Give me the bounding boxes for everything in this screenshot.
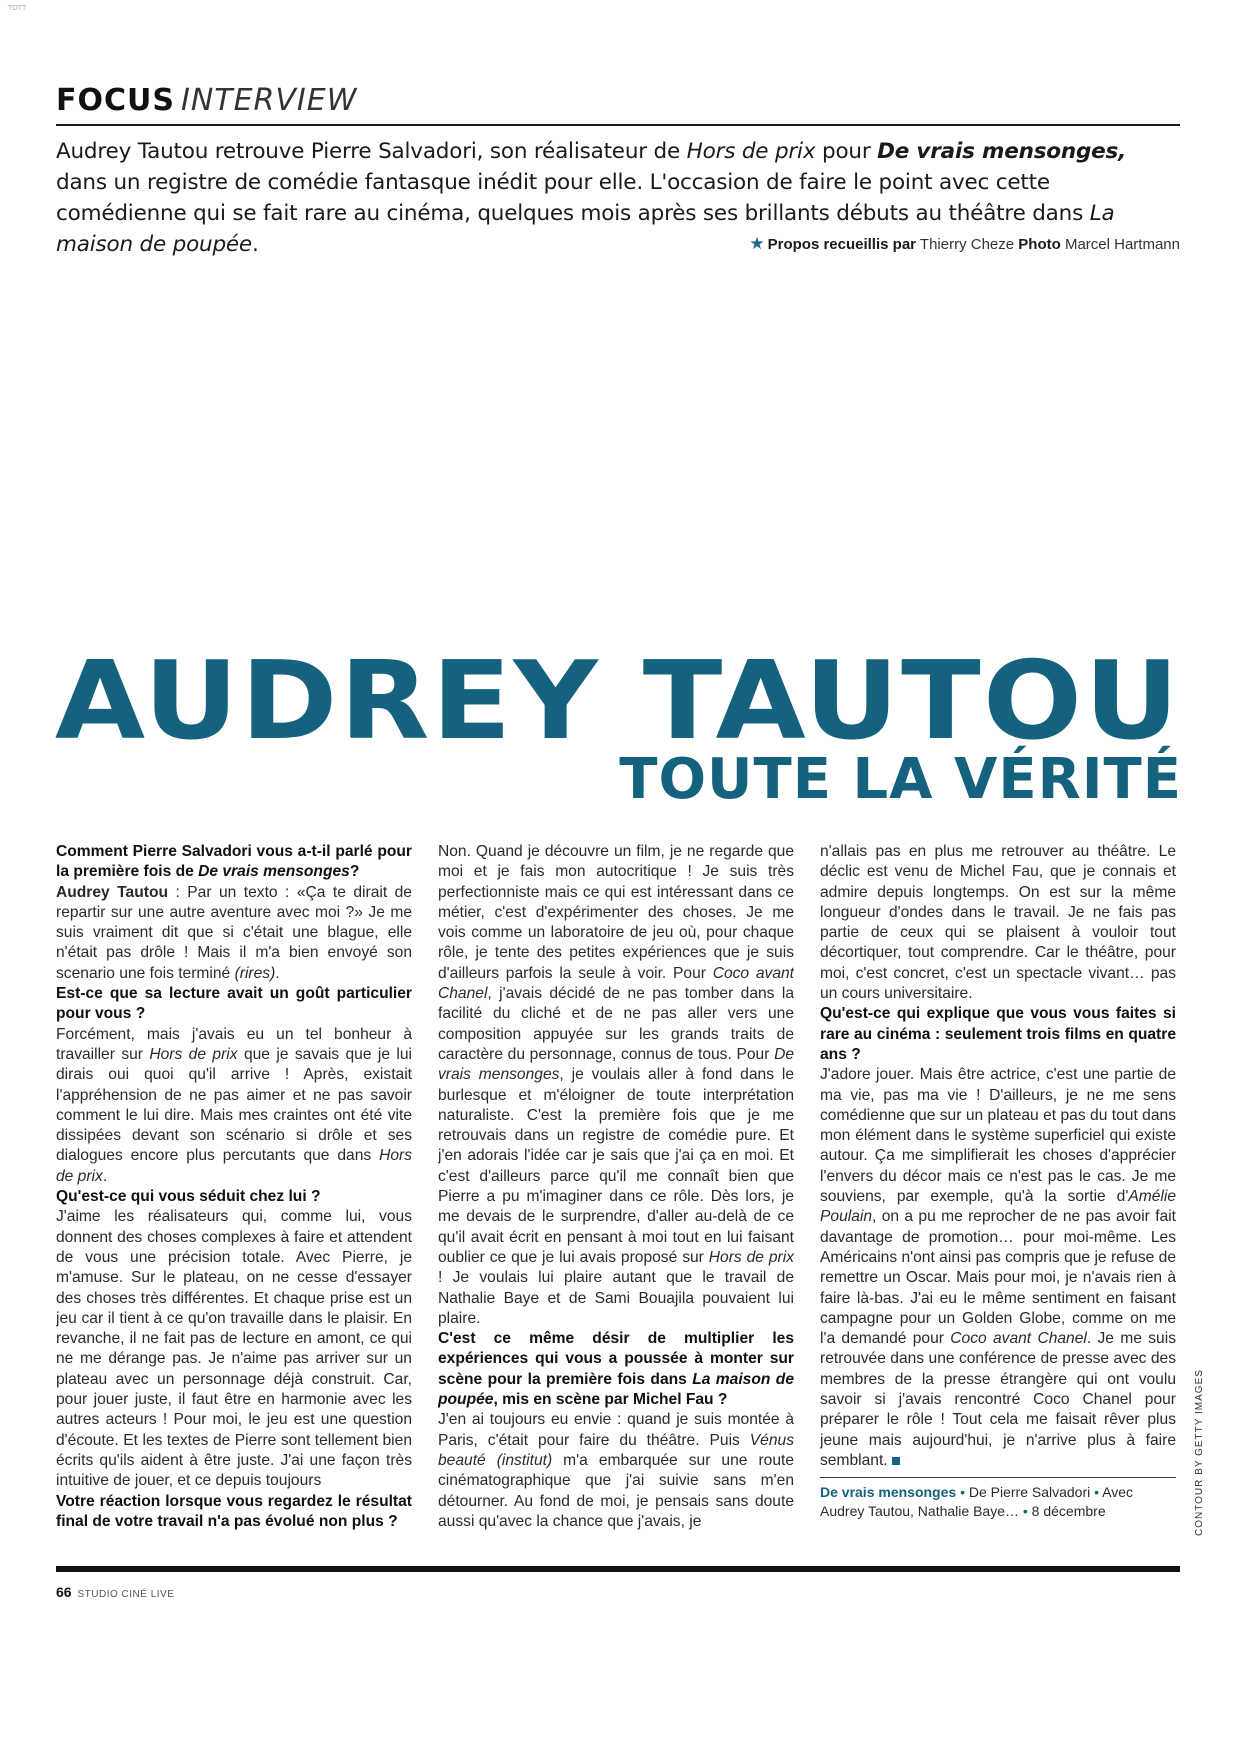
article-column-2	[438, 842, 794, 1552]
intro-text: dans un registre de comédie fantasque inédit pour elle. L'occasion de faire le point avec cette comédienne qui se fait rare au cinéma, quelques mois après ses brillants débuts au théâtre dans	[56, 170, 1090, 226]
article-headline: AUDREY TAUTOU	[54, 639, 1182, 764]
answer: Non. Quand je découvre un film, je ne regarde que moi et je fais mon autocritique ! Je suis très perfectionniste mais ce qui est intéressant dans ce métier, c'est d'expérimenter des choses. Je me vois comme un laboratoire de jeu où, pour chaque rôle, je tente des petites expériences que je suis d'ailleurs parfois la seule à voir. Pour Coco avant Chanel, j'avais décidé de ne pas tomber dans la facilité du cliché et de ne pas aller vers une composition appuyée sur les grands traits de caractère du personnage, connus de tous. Pour De vrais mensonges, je voulais aller à fond dans le burlesque et m'éloigner de toute interprétation naturaliste. C'est la première fois que je me retrouvais dans un registre de comédie pure. Et j'en adorais l'idée car je sais que j'ai ça en moi. Et c'est d'ailleurs parce qu'il me connaît bien que Pierre a pu m'imaginer dans ce rôle. Dès lors, je me devais de le surprendre, d'aller au-delà de ce qu'il avait écrit en pensant à moi tout en lui faisant oublier ce que je lui avais proposé sur Hors de prix ! Je voulais lui plaire autant que le travail de Nathalie Baye et de Sami Bouajila pouvaient lui plaire.	[438, 843, 794, 1327]
answer: J'adore jouer. Mais être actrice, c'est une partie de ma vie, pas ma vie ! D'ailleurs, je ne me sens comédienne que sur un plateau et pas du tout dans mon élément dans le système superficiel qui existe autour. Ça me simplifierait les choses d'apprécier l'envers du décor mais ce n'est pas le cas. Je me souviens, par exemple, qu'à la sortie d'Amélie Poulain, on a pu me reprocher de ne pas avoir fait davantage de promotion… pour moi-même. Les Américains n'ont ainsi pas compris que je refuse de remettre un Oscar. Mais pour moi, je n'avais rien à faire là-bas. J'ai eu le même sentiment en faisant campagne pour un Golden Globe, comme on me l'a demandé pour Coco avant Chanel. Je me suis retrouvée dans une conférence de presse avec des membres de la presse étrangère qui ont voulu savoir si j'avais rencontré Coco Chanel pour préparer le rôle ! Tout cela me faisait rêver plus jeune mais aujourd'hui, je n'arrive plus à faire semblant.	[820, 1066, 1176, 1469]
header-rule	[56, 124, 1180, 126]
question: Qu'est-ce qui vous séduit chez lui ?	[56, 1188, 321, 1206]
rubric-focus: FOCUS	[56, 83, 175, 118]
intro-film-title: Hors de prix	[686, 139, 816, 164]
intro-text: pour	[815, 139, 878, 164]
question: Qu'est-ce qui explique que vous vous faites si rare au cinéma : seulement trois films en quatre ans ?	[820, 1005, 1176, 1063]
footer-rule	[56, 1566, 1180, 1572]
photo-label: Photo	[1018, 236, 1061, 253]
section-rubric	[56, 84, 357, 118]
article-column-3	[820, 842, 1176, 1552]
interviewer-name: Thierry Cheze	[919, 236, 1015, 253]
article-subheadline: TOUTE LA VÉRITÉ	[619, 747, 1182, 812]
answer: Forcément, mais j'avais eu un tel bonheur à travailler sur Hors de prix que je savais que je lui dirais oui quoi qu'il arrive ! Après, existait l'appréhension de ne pas aimer et ne pas savoir comment le lui dire. Mais mes craintes ont été vite dissipées devant son scénario si drôle et ses dialogues encore plus percutants que dans Hors de prix.	[56, 1025, 412, 1185]
end-square-icon	[892, 1457, 900, 1465]
article-body	[56, 842, 1180, 1552]
corner-mark: TOTT	[8, 4, 27, 12]
photo-credit: CONTOUR BY GETTY IMAGES	[1194, 1369, 1205, 1536]
question: C'est ce même désir de multiplier les expériences qui vous a poussée à monter sur scène pour la première fois dans La maison de poupée, mis en scène par Michel Fau ?	[438, 1330, 794, 1409]
question: Comment Pierre Salvadori vous a-t-il parlé pour la première fois de De vrais mensonges?	[56, 843, 412, 881]
page-footer	[56, 1584, 174, 1600]
info-rule	[820, 1477, 1176, 1478]
answer: Audrey Tautou : Par un texto : «Ça te dirait de repartir sur une autre aventure avec moi ?» Je me suis vraiment dit que si c'était une blague, elle n'était pas drôle ! Mais il m'a bien envoyé son scenario une fois terminé (rires).	[56, 883, 412, 982]
answer: J'en ai toujours eu envie : quand je suis montée à Paris, c'était pour faire du théâtre. Puis Vénus beauté (institut) m'a embarquée sur une route cinématographique que j'ai suivie sans m'en détourner. Au fond de moi, je pensais sans doute aussi qu'avec la chance que j'avais, je	[438, 1411, 794, 1530]
film-info: De vrais mensonges • De Pierre Salvadori • Avec Audrey Tautou, Nathalie Baye… • 8 décembre	[820, 1484, 1134, 1520]
question: Votre réaction lorsque vous regardez le résultat final de votre travail n'a pas évolué non plus ?	[56, 1492, 412, 1530]
intro-text: Audrey Tautou retrouve Pierre Salvadori, son réalisateur de	[56, 139, 687, 164]
answer: n'allais pas en plus me retrouver au théâtre. Le déclic est venu de Michel Fau, que je connais et admire depuis longtemps. On est sur la même longueur d'ondes dans le travail. Je ne fais pas partie de ceux qui se plaisent à vouloir tout décortiquer, tout comprendre. Car le théâtre, pour moi, c'est concret, c'est un spectacle vivant… pas un cours universitaire.	[820, 843, 1176, 1003]
rubric-interview: INTERVIEW	[180, 83, 358, 118]
page-number: 66	[56, 1584, 72, 1600]
star-icon: ★	[749, 234, 765, 253]
question: Est-ce que sa lecture avait un goût particulier pour vous ?	[56, 985, 412, 1023]
intro-text: .	[251, 232, 259, 257]
intro-play-title: La maison de poupée	[56, 201, 1115, 257]
photographer-name: Marcel Hartmann	[1064, 236, 1180, 253]
article-column-1	[56, 842, 412, 1552]
magazine-name: STUDIO CINÉ LIVE	[77, 1589, 175, 1600]
answer: J'aime les réalisateurs qui, comme lui, vous donnent des choses complexes à faire et attendent de vous une précision totale. Avec Pierre, je m'amuse. Sur le plateau, on ne cesse d'essayer des choses très différentes. Et chaque prise est un jeu car il tient à ce qu'on travaille dans le plaisir. En revanche, il ne fait pas de lecture en amont, ce qui ne me dérange pas. Je n'aime pas arriver sur un plateau avec un personnage déjà construit. Car, pour jouer juste, il faut être en harmonie avec les autres acteurs ! Pour moi, le jeu est une question d'écoute. Et les textes de Pierre sont tellement bien écrits qu'ils aident à être juste. J'ai une façon très intuitive de jouer, et ce depuis toujours	[56, 1208, 412, 1490]
credits-line	[749, 234, 1180, 254]
credits-label: Propos recueillis par	[767, 236, 916, 253]
intro-film-title: De vrais mensonges,	[877, 139, 1127, 164]
